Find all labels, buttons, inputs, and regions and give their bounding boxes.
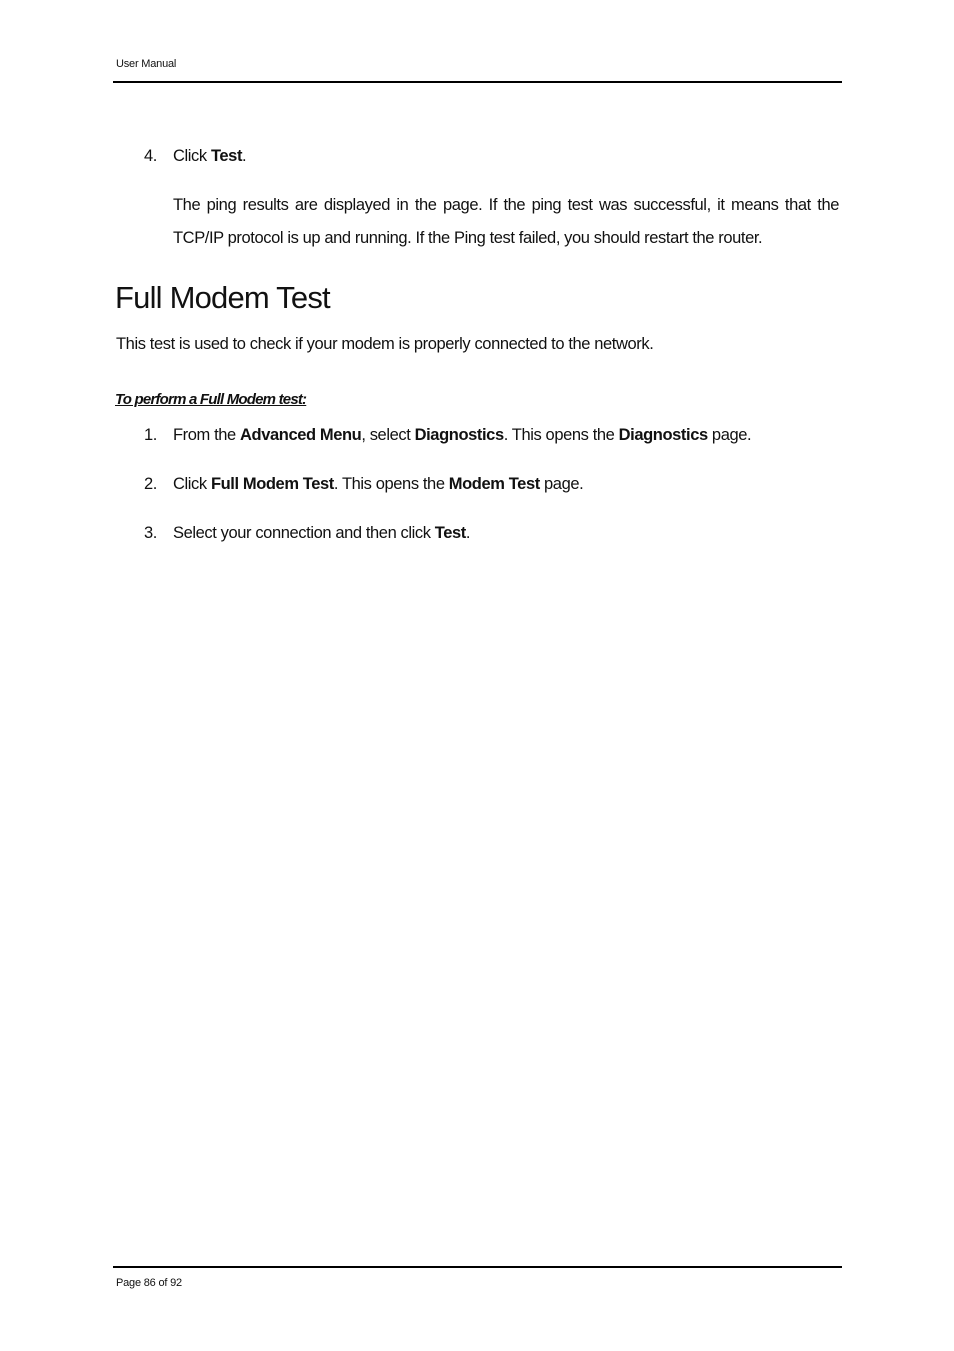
step-text: , select (361, 426, 415, 444)
step-bold: Diagnostics (414, 426, 504, 444)
step-3 (144, 523, 470, 543)
header-rule (113, 81, 842, 83)
ping-results-paragraph: The ping results are displayed in the page. If the ping test was successful, it means that the TCP/IP protocol is up and running. If the Ping test failed, you should restart the router. (173, 196, 839, 247)
step-bold: Modem Test (448, 475, 540, 493)
step-number: 3. (144, 524, 157, 542)
step-text: Click (173, 475, 211, 493)
step-text: . (242, 147, 247, 165)
step-2 (144, 474, 583, 494)
step-1 (144, 425, 751, 445)
step-text: Click (173, 147, 211, 165)
step-text: . This opens the (333, 475, 449, 493)
step-text: Select your connection and then click (173, 524, 435, 542)
header-label: User Manual (116, 58, 177, 70)
step-bold: Full Modem Test (210, 475, 334, 493)
step-number: 2. (144, 475, 157, 493)
step-text: page. (539, 475, 584, 493)
step-bold: Test (434, 524, 466, 542)
footer-rule (113, 1266, 842, 1268)
step-text: From the (173, 426, 241, 444)
section-title: Full Modem Test (115, 280, 330, 315)
section-intro: This test is used to check if your modem is properly connected to the network. (116, 335, 654, 353)
step-number: 1. (144, 426, 157, 444)
step-number: 4. (144, 147, 157, 165)
step-text: page. (707, 426, 752, 444)
step-bold: Test (210, 147, 243, 165)
step-text: . (465, 524, 471, 542)
step-bold: Diagnostics (618, 426, 708, 444)
step-text: . This opens the (503, 426, 619, 444)
step-4 (144, 146, 246, 166)
step-bold: Advanced Menu (240, 426, 362, 444)
procedure-title: To perform a Full Modem test: (115, 391, 307, 408)
page-number: Page 86 of 92 (116, 1277, 182, 1289)
